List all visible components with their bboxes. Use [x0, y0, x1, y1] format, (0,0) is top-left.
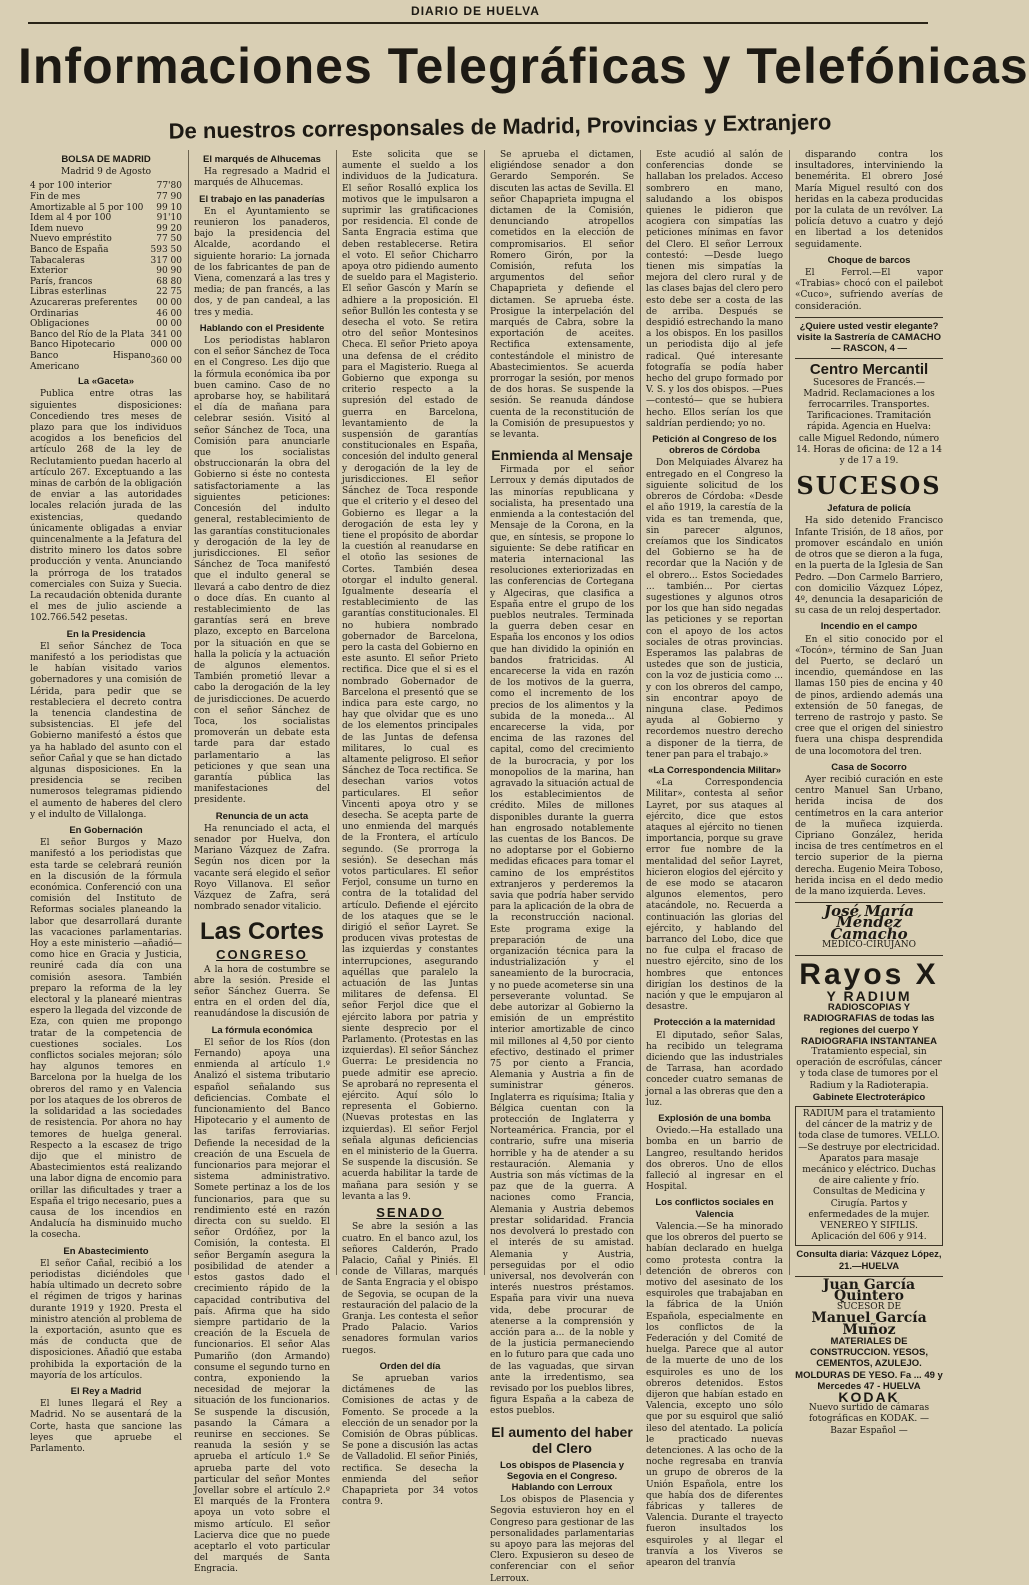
presidente-title: Hablando con el Presidente — [199, 322, 325, 334]
mercantil-text: Sucesores de Francés.—Madrid. Reclamaciones a los ferrocarriles. Transportes. Tarificaciones. Tramitación rápida. Agencia en Huelva: calle Miguel Redondo, número 14. Horas de oficina: de 12 a 14 y de 17 a 19. — [796, 377, 942, 467]
quote-row — [30, 298, 182, 309]
quote-value: 99 20 — [156, 223, 182, 234]
quote-label: Banco Hipotecario — [30, 340, 115, 351]
panaderias-title: El trabajo en las panaderías — [199, 193, 325, 205]
quote-row — [30, 266, 182, 277]
quote-value: 90 90 — [156, 266, 182, 277]
senado-title: SENADO — [376, 1205, 444, 1221]
orden-text: Se aprueban varios dictámenes de las Comisiones de actas y de Fomento. Se procede a la elección de un senador por la Comisión de Obras públicas. Se pone a discusión las actas de Valladolid. El señor Piniés, rectifica. Se desecha la enmienda del señor Chapaprieta por 34 votos contra 9. — [342, 1373, 478, 1508]
quote-value: 77 50 — [156, 234, 182, 245]
quote-label: Azucareras preferentes — [30, 297, 138, 308]
column-rule — [640, 150, 641, 1275]
presidencia-title: En la Presidencia — [66, 628, 146, 640]
medico-ad — [795, 902, 943, 951]
abastecimiento-text: El señor Cañal, recibió a los periodistas diciéndoles que había ultimado un decreto sobre el régimen de trigos y harinas durante 1919 y 1920. Presta el ministro atención al problema de la exportación, asunto que es más de conducta que de disposiciones. Añadió que estaba prohibida la exportación de la mayoría de los artículos. — [30, 1258, 182, 1381]
sucesos-title: SUCESOS — [796, 471, 942, 501]
medico-sub: MEDICO-CIRUJANO — [821, 939, 917, 950]
column-rule — [789, 150, 790, 1275]
obispos-title: Los obispos de Plasencia y Segovia en el Congreso. Hablando con Lerroux — [499, 1459, 625, 1493]
quote-value: 593 50 — [150, 244, 183, 255]
column-5 — [646, 150, 783, 1568]
bomba-title: Explosión de una bomba — [658, 1113, 771, 1125]
medico-name: José María Méndez Camacho — [824, 902, 914, 943]
mensaje-text: Firmada por el señor Lerroux y demás diputados de las minorías republicana y socialista, ha presentado una enmienda a la contestación del Mensaje de la Corona, en la que, en síntesis, se propone lo siguiente: Se debe ratificar en materia internacional las resoluciones exteriorizadas en las conferencias de Cortegana y Algeciras, que clasifica a España entre el grupo de los pueblos neutrales. Terminada la guerra deben cesar en España los enconos y los odios que han dividido la opinión en bandos fratricidas. Al encarecerse la vida en razón de los motivos de la guerra, como el incremento de los precios de los alimentos y la subida de la moneda... Al encarecerse la vida, por encima de las razones del capital, como del crecimiento de la burocracia, y por los monopolios de la marina, han agravado la situación actual de los establecimientos de crédito. Miles de millones disponibles durante la guerra han engrosado notablemente las cuentas de los Bancos. De no adoptarse por el Gobierno medidas eficaces para tomar el camino de los empréstitos extranjeros y perderemos la savia que podría haber servido para la aplicación de la obra de la reconstrucción nacional. Este programa exige la preparación de una organización técnica para la industrialización y el saneamiento de la burocracia, y no puede acometerse sin una perseverante voluntad. Se debe autorizar al Gobierno la emisión de un empréstito interior amortizable de cinco mil millones al 4,50 por ciento efectivo, destinado el primer 75 por ciento a Francia, Alemania y Austria a fin de suministrar géneros. Inglaterra es riquísima; Italia y Bélgica cuentan con la protección de Inglaterra y Norteamérica. Francia, por el contrario, sufre una miseria horrible y ha de atender a su restauración. Alemania y Austria son más víctimas de la paz que de la guerra. A naciones como Francia, Alemania y Austria debemos prestar solidaridad. Francia nos devolverá lo prestado con el interés de su amistad. Alemania y Austria, perseguidas por el odio universal, nos devolverán con interés nuestros préstamos. España para vivir una nueva vida, debe procurar de atenerse a la comprensión y acción para a... de la noble y de la justicia permaneciendo en lo futuro para que cada uno de las vaguadas, que sirvan ante la irredentismo, sea revisado por los pueblos libres, figura España a la cabeza de estos pueblos. — [490, 465, 634, 1417]
quote-value: 341 00 — [150, 329, 183, 340]
panaderias-text: En el Ayuntamiento se reunieron los panaderos, bajo la presidencia del Alcalde, acordando el siguiente horario: La jornada de los fabricantes de pan de Viena, comenzará a las tres y media; de pan francés, a las dos, y de pan candeal, a las tres y media. — [194, 206, 330, 318]
quote-value: 22 75 — [156, 287, 182, 298]
correspondencia-title: «La Correspondencia Militar» — [647, 764, 782, 776]
running-head: DIARIO DE HUELVA — [411, 4, 540, 18]
mercantil-ad — [795, 358, 943, 467]
quote-label: Amortizable al 5 por 100 — [30, 202, 144, 213]
bomba-text: Oviedo.—Ha estallado una bomba en un barrio de Langreo, resultando heridos dos obreros. Uno de ellos falleció al ingresar en el Hospital. — [646, 1126, 783, 1193]
sastreria-text: ¿Quiere usted vestir elegante? visite la Sastrería de CAMACHO — RASCON, 4 — — [796, 320, 942, 355]
socorro-title: Casa de Socorro — [831, 761, 907, 773]
quote-value: 77'80 — [156, 181, 182, 192]
maternidad-text: El diputado, señor Salas, ha recibido un telegrama diciendo que las industriales de Tarrasa, han acordado conceder cuatro semanas de jornal a las obreras que den a luz. — [646, 1030, 783, 1108]
masthead-title: Informaciones Telegráficas y Telefónicas — [18, 38, 1029, 94]
lerroux-text: Este acudió al salón de conferencias donde se hallaban los prelados. Acceso sombrero en mano, saludando a los obispos quienes le pidieron que acogiera con simpatías las peticiones mínimas en favor del Clero. El señor Lerroux contestó: —Desde luego tienen mis simpatías la mejora del clero rural y de las clases bajas del clero pero esto debe ser a costa de las de arriba. Después se despidió estrechando la mano a los obispos. En los pasillos un periodista dijo al jefe radical. Qué interesante fotografía se podía haber hecho del grupo formado por V. S. y los dos obispos. —Pues —contestó— que se hubiera hecho. Ellos serían los que saldrían perdiendo; yo no. — [646, 150, 783, 429]
quote-label: Exterior — [30, 266, 68, 277]
column-rule — [484, 150, 485, 1275]
valencia-cont-text: disparando contra los insultadores, interviniendo la benemérita. El obrero José María Miguel resultó con dos heridas en la cabeza producidas por la culata de un revólver. La policía detuvo a cuatro y dejó en libertad a los detenidos seguidamente. — [795, 150, 943, 250]
materiales-text: MATERIALES DE CONSTRUCCION. YESOS, CEMENTOS, AZULEJO. MOLDURAS DE YESO. Fa ... 49 y Mercedes 47 - HUELVA — [795, 1335, 943, 1392]
quote-label: Tabacaleras — [30, 255, 85, 266]
rayos-line: RADIOSCOPIAS Y RADIOGRAFIAS de todas las regiones del cuerpo Y RADIOGRAFIA INSTANTANEA — [801, 1002, 937, 1047]
valencia-text: Valencia.—Se ha minorado que los obreros del puerto se habían declarado en huelga como protesta contra la detención de obreros con motivo del asesinato de los esquiroles que trabajaban en la fábrica de la Unión Española, especialmente en los conflictos de la Federación y del Comité de huelga. Parece que al autor de la muerte de uno de los esquiroles es uno de los obreros detenidos. Estos dijeron que habían estado en Valencia, excepto uno sólo que por su esquirol que salió ileso del atentado. La policía le practicado nuevas detenciones. A las ocho de la noche regresaba en tranvía un grupo de obreros de la Unión Española, entre los que había dos de diferentes fábricas y talleres de Valencia. Durante el trayecto fueron insultados los esquiroles y al llegar el tranvía a los Viveros se apearon del tranvía — [646, 1221, 783, 1568]
quote-value: 317 00 — [150, 255, 183, 266]
column-6 — [795, 150, 943, 1436]
quote-value: 77 90 — [156, 192, 182, 202]
quote-value: 000 00 — [150, 340, 183, 351]
presidente-text: Los periodistas hablaron con el señor Sánchez de Toca en el Congreso. Les dijo que la fórmula económica iba por buen camino. Caso de no aprobarse hoy, se habilitará el día de mañana para celebrar sesión. Visitó al señor Sánchez de Toca, una Comisión para anunciarle que los socialistas obstruccionarán la obra del Gobierno si éste no contesta satisfactoriamente a las siguientes peticiones: Concesión del indulto general, restablecimiento de las garantías constitucionales y derogación de la ley de jurisdicciones. El señor Sánchez de Toca manifestó que el indulto general se llevará a cabo dentro de diez o doce días. En cuanto al restablecimiento de las garantías será en breve plazo, excepto en Barcelona por la situación en que se halla la policía y la actuación de algunos elementos. También prometió llevar a cabo la derogación de la ley de jurisdicciones. De acuerdo con el señor Sánchez de Toca, los socialistas promoverán un debate esta tarde para dar estado parlamentario a las peticiones y que sean una garantía pública las manifestaciones del presidente. — [194, 336, 330, 806]
formula-title: La fórmula económica — [211, 1024, 313, 1036]
quote-row — [30, 224, 182, 235]
obispos-text: Los obispos de Plasencia y Segovia estuvieron hoy en el Congreso para gestionar de las personalidades parlamentarias su apoyo para las mejoras del Clero. Expusieron su deseo de conferenciar con el señor Lerroux. — [490, 1495, 634, 1584]
rayos-text: Tratamiento especial, sin operación de escrófulas, cáncer y toda clase de tumores por el Radium y la Radioterapia. — [796, 1047, 942, 1091]
quote-label: Banco del Río de la Plata — [30, 329, 145, 340]
kodak-text: Nuevo surtido de cámaras fotográficas en KODAK. — Bazar Español — — [808, 1403, 930, 1436]
bolsa-date: Madrid 9 de Agosto — [60, 167, 151, 178]
quote-row — [30, 203, 182, 214]
peticion-text: Don Melquiades Álvarez ha entregado en el Congreso la siguiente solicitud de los obreros de Córdoba: «Desde el año 1919, la carestía de la vida es tan tremenda, que, sin parecer algunos, creíamos que los Sindicatos del Gobierno se ha de recordar que la Nación y de el obrero... Estos Sociedades ... también... Por ciertas sugestiones y algunos otros por los que han sido negadas las peticiones y se reportan con el apoyo de los actos sociales de otras provincias. Esperamos las palabras de ustedes que son de justicia, con la voz de justicia como ... y con los obreros del campo, sin encontrar apoyo de ninguna clase. Pedimos ayuda al Gobierno y recordemos nuestro derecho a disponer de la tierra, de tener pan para el trabajo.» — [646, 458, 783, 760]
orden-title: Orden del día — [379, 1360, 441, 1372]
quote-row — [30, 277, 182, 288]
congreso-text: A la hora de costumbre se abre la sesión. Preside el señor Sánchez Guerra. Se entra en el orden del día, reanudándose la discusión de — [194, 964, 330, 1020]
renuncia-text: Ha renunciado el acta, el senador por Huelva, don Mariano Vázquez de Zafra. Según nos dicen por la vacante será elegido el señor Royo Villanova. El señor Vázquez de Zafra, será nombrado senador vitalicio. — [194, 823, 330, 913]
cortes-title: Las Cortes — [199, 918, 325, 946]
presidencia-text: El señor Sánchez de Toca manifestó a los periodistas que le habían visitado varios gobernadores y una comisión de Lérida, para pedir que se restableciera el decreto contra la tenencia clandestina de subsistencias. El jefe del Gobierno manifestó a éstos que ya ha hablado del asunto con el señor Cañal y que se han dictado algunas disposiciones. En la presidencia se reciben numerosos telegramas pidiendo el aumento de haberes del clero y el indulto de Villalonga. — [30, 641, 182, 820]
gaceta-title: La «Gaceta» — [78, 376, 134, 388]
gobernacion-text: El señor Burgos y Mazo manifestó a los periodistas que esta tarde se celebrará reunión en la discusión de la fórmula económica. Conferenció con una comisión del Instituto de Reformas sociales planeando la labor que desarrollará durante las vacaciones parlamentarias. Hoy a este ministerio —añadió— como hice en Gracia y Justicia, reuniré cada día con una comisión asesora. También preparo la reforma de la ley electoral y la planearé mientras espero la llegada del vizconde de Eza, con quien me propongo tratar de la competencia de cuestiones sociales. Los conflictos sociales mejoran; sólo hay algunos temores en Barcelona por la huelga de los obreros del ramo y en Valencia por los ataques de los obreros de la solidaridad a las sociedades de resistencia. Por ahora no hay temores de huelga general. Respecto a la escasez de trigo dijo que el ministro de Abastecimientos está realizando una labor digna de encomio para orillar las dificultades y traer a España el trigo necesario, pues a causa de los incendios en Andalucía ha disminuido mucho la cosecha. — [30, 838, 182, 1241]
congreso-title: CONGRESO — [216, 947, 308, 963]
alhucemas-text: Ha regresado a Madrid el marqués de Alhucemas. — [194, 167, 330, 189]
kodak-title: KODAK — [838, 1388, 900, 1405]
quote-row — [30, 340, 182, 351]
maternidad-title: Protección a la maternidad — [653, 1017, 776, 1029]
incendio-title: Incendio en el campo — [820, 621, 918, 633]
barcos-text: El Ferrol.—El vapor «Trabias» chocó con el pailebot «Cuco», sufriendo averías de consideración. — [795, 268, 943, 312]
munoz-name: Manuel García Muñoz — [811, 1310, 927, 1338]
column-rule — [188, 150, 189, 1275]
quote-row — [30, 351, 182, 372]
quote-label: Nuevo empréstito — [30, 234, 112, 245]
senado-cont-text: Se aprueba el dictamen, eligiéndose senador a don Gerardo Semporén. Se discuten las actas de Sevilla. El señor Chapaprieta impugna el dictamen de la Comisión, denunciando atropellos cometidos en la elección de compromisarios. El señor Romero Girón, por la Comisión, refuta los argumentos del señor Chapaprieta y defiende el dictamen. Se aprueba éste. Prosigue la interpelación del marqués de Cabra, sobre la exportación de aceites. Rectifica extensamente, contestándole el ministro de Abastecimientos. Se acuerda prorrogar la sesión, por menos de dos horas. Se suspende la sesión. Se reanuda dándose cuenta de la reconstitución de la Comisión de presupuestos y se levanta. — [490, 150, 634, 441]
header-rule — [28, 22, 928, 24]
correspondencia-text: «La Correspondencia Militar», contesta al señor Layret, por sus ataques al ejército, dice que estos ataques al ejército no tienen importancia, porque su grave error fue nombre de la mentalidad del señor Layret, hicieron elogios del ejército y de ese modo se atacaron algunos elementos, pero atacándole, no. Recuerda a continuación las glorias del ejército, y hablando del barranco del Lobo, dice que no fue culpa el fracaso de nuestro ejército, sino de los hombres que entonces dirigían los destinos de la nación y que le empujaron al desastre. — [646, 778, 783, 1013]
quote-row — [30, 319, 182, 330]
abastecimiento-title: En Abastecimiento — [63, 1245, 149, 1257]
column-2 — [194, 150, 330, 1575]
rayos-gabinete: Gabinete Electroterápico — [812, 1091, 926, 1103]
quote-value: 46 00 — [156, 308, 182, 319]
rayos-sub: Y RADIUM — [826, 988, 912, 1004]
quote-value: 68 80 — [156, 276, 182, 287]
formula-text: El señor de los Ríos (don Fernando) apoya una enmienda al artículo 1.º Analizó el sistema tributario español señalando sus deficiencias. Combate el funcionamiento del Banco Hipotecario y el aumento de las tarifas ferroviarias. Defiende la necesidad de la creación de una Escuela de funcionarios para mejorar el sistema administrativo. Somete pertinaz a los de los funcionarios, para que su rendimiento esté en razón directa con su sueldo. El señor Ordóñez, por la Comisión, la contesta. El señor Bergamín asegura la posibilidad de atender a estos gastos dado el crecimiento rápido de la capacidad contributiva del país. Afirma que ha sido siempre partidario de la creación de la Escuela de funcionarios. El señor Alas Pumariño (don Armando) consume el segundo turno en contra, exponiendo la necesidad de mejorar la situación de los funcionarios. Se suspende la discusión, pasando la Cámara a reunirse en secciones. Se reanuda la sesión y se aprueba el artículo 1.º Se aprueba parte del voto particular del señor Montes Jovellar sobre el artículo 2.º El marqués de la Frontera apoya un voto sobre el mismo artículo. El señor Lacierva dice que no puede aceptarlo el voto particular del marqués de Santa Engracia. — [194, 1037, 330, 1575]
column-3 — [342, 150, 478, 1508]
column-4 — [490, 150, 634, 1584]
consulta-line: Consulta diaria: Vázquez López, 21.—HUELVA — [796, 1249, 942, 1272]
barcos-title: Choque de barcos — [827, 254, 911, 266]
quote-row — [30, 234, 182, 245]
quote-label: Banco Hispano Americano — [30, 350, 151, 372]
senado-text: Se abre la sesión a las cuatro. En el banco azul, los señores Calderón, Prado Palacio, Cañal y Piniés. El conde de Villaras, marqués de Santa Engracia y el obispo de Segovia, se ocupan de la restauración del palacio de la Granja. Les contesta el señor Prado Palacio. Varios senadores formulan varios ruegos. — [342, 1222, 478, 1356]
rey-title: El Rey a Madrid — [70, 1385, 142, 1397]
quote-row — [30, 287, 182, 298]
peticion-title: Petición al Congreso de los obreros de Córdoba — [652, 434, 777, 457]
quote-label: 4 por 100 interior — [30, 181, 112, 192]
alhucemas-title: El marqués de Alhucemas — [203, 154, 321, 165]
rayos-title: Rayos X — [799, 958, 939, 991]
rey-text: El lunes llegará el Rey a Madrid. No se ausentará de la Corte, hasta que sancione las leyes que apruebe el Parlamento. — [30, 1399, 182, 1454]
valencia-title: Los conflictos sociales en Valencia — [655, 1197, 774, 1220]
jefatura-title: Jefatura de policía — [827, 503, 911, 515]
quote-row — [30, 192, 182, 203]
quintero-name: Juan García Quintero — [822, 1276, 916, 1305]
subhead: De nuestros corresponsales de Madrid, Provincias y Extranjero — [168, 109, 832, 144]
column-1 — [30, 150, 183, 1454]
clero-title: El aumento del haber del Clero — [491, 1423, 633, 1456]
rayos-ad — [795, 955, 943, 1272]
mensaje-title: Enmienda al Mensaje — [491, 447, 633, 464]
quintero-sub: SUCESOR DE — [836, 1302, 902, 1313]
incendio-text: En el sitio conocido por el «Tocón», término de San Juan del Puerto, se declaró un incendio, quemándose en las llamas 150 pies de encina y 40 de pinos, ardiendo además una extensión de 50 fanegas, de terreno de rastrojo y pasto. Se cree que el origen del siniestro fuera una chispa desprendida de una locomotora del tren. — [795, 634, 943, 757]
gaceta-text: Publica entre otras las siguientes disposiciones: Concediendo tres meses de plazo para que los individuos acogidos a los beneficios del artículo 268 de la ley de Reclutamiento puedan hacerlo al artículo 267. Exceptuando a las minas de carbón de la obligación de enviar a las autoridades locales relación jurada de las existencias, quedando únicamente obligadas a enviar quincenalmente a la Jefatura del distrito minero los datos sobre producción y venta. Anunciando la prórroga de los tratados comerciales con Suiza y Suecia. La recaudación obtenida durante el mes de julio asciende a 102.766.542 pesetas. — [30, 389, 182, 624]
quote-label: Ordinarias — [30, 308, 79, 319]
quote-row — [30, 181, 182, 192]
jefatura-text: Ha sido detenido Francisco Infante Trisión, de 18 años, por promover escándalo en unión de otros que se dieron a la fuga, en la puerta de la Iglesia de San Pedro. —Don Carmelo Barriero, con domicilio Vázquez López, 4º, denuncia la desaparición de su casa de un reloj despertador. — [795, 516, 943, 617]
gobernacion-title: En Gobernación — [69, 825, 143, 837]
quote-row — [30, 245, 182, 256]
quote-label: Idem al 4 por 100 — [30, 213, 112, 224]
quote-row — [30, 309, 182, 320]
mercantil-title: Centro Mercantil — [809, 361, 929, 379]
column-rule — [336, 150, 337, 1275]
socorro-text: Ayer recibió curación en este centro Manuel San Urbano, herida incisa de dos centímetros en la cara anterior de la muñeca izquierda. Cipriano González, herida incisa de tres centímetros en el tercio superior de la pierna derecha. Eugenio Meira Toboso, herida incisa en el dedo medio de la mano izquierda. Leves. — [795, 774, 943, 897]
bolsa-title: BOLSA DE MADRID — [61, 154, 151, 165]
quote-label: París, francos — [30, 276, 93, 287]
quote-label: Banco de España — [30, 244, 109, 255]
quote-value: 00 00 — [156, 297, 182, 308]
renuncia-title: Renuncia de un acta — [215, 810, 309, 822]
quote-label: Obligaciones — [30, 319, 90, 330]
radium-box: RADIUM para el tratamiento del cáncer de la matriz y de toda clase de tumores. VELLO.—Se destruye por electricidad. Aparatos para masaje mecánico y eléctrico. Duchas de aire caliente y frío. Consultas de Medicina y Cirugía. Partos y enfermedades de la mujer. VENEREO Y SIFILIS. Aplicación del 606 y 914. — [795, 1106, 943, 1246]
quote-label: Libras esterlinas — [30, 287, 107, 298]
quintero-ad — [795, 1276, 943, 1437]
quote-row — [30, 256, 182, 267]
quote-row — [30, 330, 182, 341]
quote-row — [30, 213, 182, 224]
quotes-table — [30, 181, 182, 372]
cortes-text: Este solicita que se aumente el sueldo a los individuos de la Judicatura. El señor Rosalló explica los motivos que le impulsaron a suprimir las gratificaciones por residencia. El conde de Santa Engracia estima que deben restablecerse. Retira el voto. El señor Chicharro apoya otro pidiendo aumento de sueldo para el Magisterio. El señor Gascón y Marín se adhiere a la proposición. El señor Bullón les contesta y se desecha el voto. Se retira otro del señor Montesinos Checa. El señor Prieto apoya una defensa de el crédito para el Magisterio. Ruega al Gobierno que exponga su criterio respecto a la supresión del estado de guerra en Barcelona, levantamiento de la suspensión de garantías constitucionales en España, concesión del indulto general y derogación de la ley de jurisdicciones. El señor Sánchez de Toca responde que el criterio y el deseo del Gobierno es llegar a la derogación de esta ley y tiene el propósito de abordar la cuestión al reanudarse en el otoño las sesiones de Cortes. También desea otorgar el indulto general. Igualmente desearía el restablecimiento de las garantías constitucionales. El no hubiera nombrado gobernador de Barcelona, pero la casta del Gobierno en este asunto. El señor Prieto rectifica. Dice que el si es el nombrado Gobernador de Barcelona el presentó que se indica para este cargo, no hay que olvidar que es uno de los elementos principales de las Juntas de defensa militares, lo cual es altamente peligroso. El señor Sánchez de Toca rectifica. Se desechan varios votos particulares. El señor Vincenti apoya otro y se desecha. Se acepta parte de uno enmienda del marqués de la Frontera, el artículo segundo. (Se prorroga la sesión). Se desechan más votos particulares. El señor Ferjol, consume un turno en contra de la totalidad del artículo. Defiende el ejército de los ataques que se le dirigió el señor Layret. Se producen vivas protestas de las izquierdas y constantes interrupciones, asegurando aquéllas que paralelo la actuación de las Juntas militares de defensa. El señor Ferjol dice que el ejército labora por patria y siente desprecio por el Parlamento. (Protestas en las izquierdas). El señor Sánchez Guerra: Le presidencia no puede admitir ese aprecio. Se aprobará no representa el ejército. Aquí sólo lo representa el Gobierno. (Nuevas protestas en las izquierdas). El señor Ferjol señala algunas deficiencias en el ministerio de la Guerra. Se suspende la discusión. Se acuerda habilitar la tarde de mañana para sesión y se levanta a las 9. — [342, 150, 478, 1202]
sastreria-ad — [795, 317, 943, 355]
quote-value: 360 00 — [150, 356, 183, 367]
quote-label: Fin de mes — [30, 192, 81, 202]
quote-value: 00 00 — [156, 319, 182, 330]
quote-value: 99 10 — [156, 202, 182, 213]
quote-value: 91'10 — [156, 213, 182, 224]
quote-label: Idem nuevo — [30, 223, 84, 234]
